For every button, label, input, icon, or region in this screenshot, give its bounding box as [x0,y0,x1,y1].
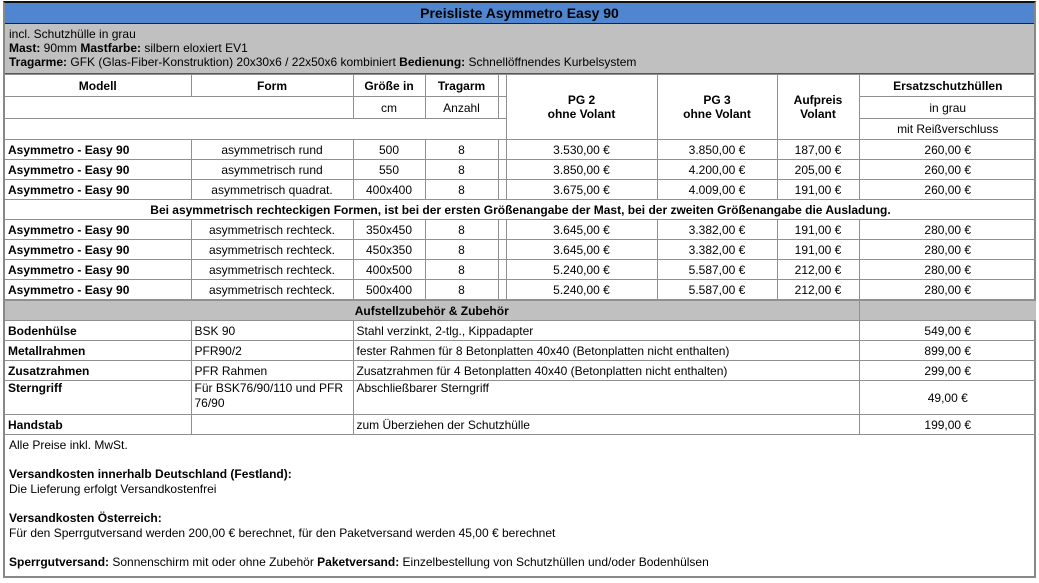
cell-form: asymmetrisch rund [191,140,353,160]
cell-pg2-price: 3.850,00 € [506,160,657,180]
sperrgutversand-text: Sonnenschirm mit oder ohne Zubehör [109,555,318,569]
cell-form: asymmetrisch rechteck. [191,260,353,280]
section-header-row [5,301,1036,321]
aufpreis-label-line2: Volant [800,107,836,121]
cell-size: 350x450 [353,220,425,240]
pg3-label-line2: ohne Volant [683,107,751,121]
cell-cover-price: 280,00 € [859,280,1036,300]
shipping-definitions-line [9,555,1030,570]
cell-volant-surcharge: 212,00 € [777,280,859,300]
cell-cover-price: 280,00 € [859,240,1036,260]
cell-model: Asymmetro - Easy 90 [5,280,191,300]
price-row [5,260,1036,280]
cell-accessory-description: zum Überziehen der Schutzhülle [353,415,859,435]
cell-cover-price: 260,00 € [859,180,1036,200]
note-row [5,200,1036,220]
spacer-column-cell [498,75,506,97]
column-header-groesse: Größe in [353,75,425,97]
cell-accessory-name: Zusatzrahmen [5,361,191,381]
cell-arms: 8 [425,260,498,280]
cell-model: Asymmetro - Easy 90 [5,160,191,180]
aufpreis-label-line1: Aufpreis [793,93,843,107]
cell-pg3-price: 5.587,00 € [657,260,777,280]
spacer-column-cell [498,260,506,280]
cell-arms: 8 [425,280,498,300]
cell-pg2-price: 5.240,00 € [506,280,657,300]
size-note: Bei asymmetrisch rechteckigen Formen, ist bei der ersten Größenangabe der Mast, bei der zweiten Größenangabe die Ausladung. [5,200,1036,220]
cell-accessory-code: BSK 90 [191,321,353,341]
bedienung-label: Bedienung: [399,55,466,69]
cell-pg3-price: 3.382,00 € [657,220,777,240]
cell-accessory-code: PFR90/2 [191,341,353,361]
cell-pg2-price: 3.645,00 € [506,240,657,260]
spacer-column-cell [498,180,506,200]
tragarme-value: GFK (Glas-Fiber-Konstruktion) 20x30x6 / 22x50x6 kombiniert [67,55,400,69]
price-row [5,160,1036,180]
cell-arms: 8 [425,240,498,260]
price-row [5,180,1036,200]
cell-accessory-price: 549,00 € [859,321,1036,341]
cell-accessory-description: Stahl verzinkt, 2-tlg., Kippadapter [353,321,859,341]
section-title: Aufstellzubehör & Zubehör [5,301,859,321]
cell-accessory-name: Bodenhülse [5,321,191,341]
cell-model: Asymmetro - Easy 90 [5,240,191,260]
column-header-form: Form [191,75,353,97]
cell-arms: 8 [425,180,498,200]
cell-accessory-price: 299,00 € [859,361,1036,381]
cell-pg3-price: 5.587,00 € [657,280,777,300]
cell-accessory-description: fester Rahmen für 8 Betonplatten 40x40 (Betonplatten nicht enthalten) [353,341,859,361]
shipping-germany-title: Versandkosten innerhalb Deutschland (Festland): [9,467,292,481]
info-line-mast [9,41,1030,55]
info-line-tragarme [9,55,1030,69]
cell-accessory-price: 199,00 € [859,415,1036,435]
column-header-tragarm-unit: Anzahl [425,97,498,119]
header-empty-cell [5,97,353,119]
spacer-column-cell [498,160,506,180]
column-header-pg2 [506,75,657,140]
cell-model: Asymmetro - Easy 90 [5,140,191,160]
cell-model: Asymmetro - Easy 90 [5,220,191,240]
pg2-label-line2: ohne Volant [547,107,616,121]
cell-accessory-code: Für BSK76/90/110 und PFR 76/90 [191,381,353,415]
cell-volant-surcharge: 187,00 € [777,140,859,160]
sperrgutversand-label: Sperrgutversand: [9,555,110,569]
cell-pg3-price: 4.009,00 € [657,180,777,200]
footer-spacer [9,541,1030,555]
pg3-label-line1: PG 3 [703,93,731,107]
shipping-austria-text: Für den Sperrgutversand werden 200,00 € berechnet, für den Paketversand werden 45,00 € berechnet [9,526,556,540]
price-row [5,140,1036,160]
accessory-row [5,415,1036,435]
cell-cover-price: 280,00 € [859,260,1036,280]
cell-accessory-price: 49,00 € [859,381,1036,415]
cell-form: asymmetrisch rechteck. [191,220,353,240]
cell-cover-price: 260,00 € [859,140,1036,160]
tragarme-label: Tragarme: [9,55,68,69]
product-info-block [5,24,1034,74]
cell-pg2-price: 5.240,00 € [506,260,657,280]
cell-volant-surcharge: 191,00 € [777,180,859,200]
column-header-tragarm: Tragarm [425,75,498,97]
cell-accessory-name: Metallrahmen [5,341,191,361]
price-row [5,240,1036,260]
cell-size: 500x400 [353,280,425,300]
mastfarbe-label: Mastfarbe: [80,41,142,55]
footer-spacer [9,453,1030,467]
accessory-row [5,321,1036,341]
mastfarbe-value: silbern eloxiert EV1 [141,41,248,55]
cell-accessory-description: Zusatzrahmen für 4 Betonplatten 40x40 (Betonplatten nicht enthalten) [353,361,859,381]
cell-accessory-code: PFR Rahmen [191,361,353,381]
section-title-spacer [859,301,1036,321]
cell-size: 450x350 [353,240,425,260]
cell-size: 400x500 [353,260,425,280]
shipping-austria-title: Versandkosten Österreich: [9,511,162,525]
spacer-column-cell [498,97,506,119]
price-row [5,280,1036,300]
column-header-pg3 [657,75,777,140]
ersatz-subheader-in-grau: in grau [859,97,1036,119]
paketversand-text: Einzelbestellung von Schutzhüllen und/oder Bodenhülsen [399,555,709,569]
cell-accessory-code [191,415,353,435]
accessory-row [5,361,1036,381]
paketversand-label: Paketversand: [317,555,400,569]
cell-volant-surcharge: 191,00 € [777,240,859,260]
ersatz-subheader-reissverschluss: mit Reißverschluss [859,119,1036,140]
accessory-row [5,341,1036,361]
bedienung-value: Schnellöffnendes Kurbelsystem [465,55,637,69]
cell-accessory-name: Handstab [5,415,191,435]
pg2-label-line1: PG 2 [567,93,596,107]
price-list-document [3,1,1036,578]
cell-form: asymmetrisch rund [191,160,353,180]
spacer-column-cell [498,280,506,300]
cell-form: asymmetrisch rechteck. [191,240,353,260]
cell-accessory-description: Abschließbarer Sterngriff [353,381,859,415]
header-empty-cell [5,119,506,140]
cell-volant-surcharge: 191,00 € [777,220,859,240]
mast-value: 90mm [40,41,81,55]
cell-volant-surcharge: 205,00 € [777,160,859,180]
info-line-cover: incl. Schutzhülle in grau [9,27,136,41]
shipping-germany-text: Die Lieferung erfolgt Versandkostenfrei [9,482,217,496]
spacer-column-cell [498,240,506,260]
cell-pg3-price: 3.850,00 € [657,140,777,160]
cell-pg2-price: 3.645,00 € [506,220,657,240]
cell-pg3-price: 3.382,00 € [657,240,777,260]
cell-arms: 8 [425,160,498,180]
cell-model: Asymmetro - Easy 90 [5,180,191,200]
cell-cover-price: 260,00 € [859,160,1036,180]
footer-spacer [9,497,1030,511]
footer-notes [5,435,1034,576]
cell-size: 550 [353,160,425,180]
cell-accessory-name: Sterngriff [5,381,191,415]
cell-accessory-price: 899,00 € [859,341,1036,361]
price-table [5,74,1036,300]
accessories-table [5,300,1036,435]
cell-pg3-price: 4.200,00 € [657,160,777,180]
cell-cover-price: 280,00 € [859,220,1036,240]
cell-size: 500 [353,140,425,160]
column-header-groesse-unit: cm [353,97,425,119]
cell-model: Asymmetro - Easy 90 [5,260,191,280]
spacer-column-cell [498,140,506,160]
cell-pg2-price: 3.530,00 € [506,140,657,160]
spacer-column-cell [498,220,506,240]
cell-arms: 8 [425,140,498,160]
cell-volant-surcharge: 212,00 € [777,260,859,280]
price-row [5,220,1036,240]
cell-arms: 8 [425,220,498,240]
cell-size: 400x400 [353,180,425,200]
header-row-1 [5,75,1036,97]
column-header-modell: Modell [5,75,191,97]
cell-pg2-price: 3.675,00 € [506,180,657,200]
page-title: Preisliste Asymmetro Easy 90 [5,3,1034,24]
cell-form: asymmetrisch quadrat. [191,180,353,200]
column-header-ersatzschutzhuellen: Ersatzschutzhüllen [859,75,1036,97]
cell-form: asymmetrisch rechteck. [191,280,353,300]
mast-label: Mast: [9,41,41,55]
accessory-row [5,381,1036,415]
vat-note: Alle Preise inkl. MwSt. [9,438,128,452]
column-header-aufpreis [777,75,859,140]
